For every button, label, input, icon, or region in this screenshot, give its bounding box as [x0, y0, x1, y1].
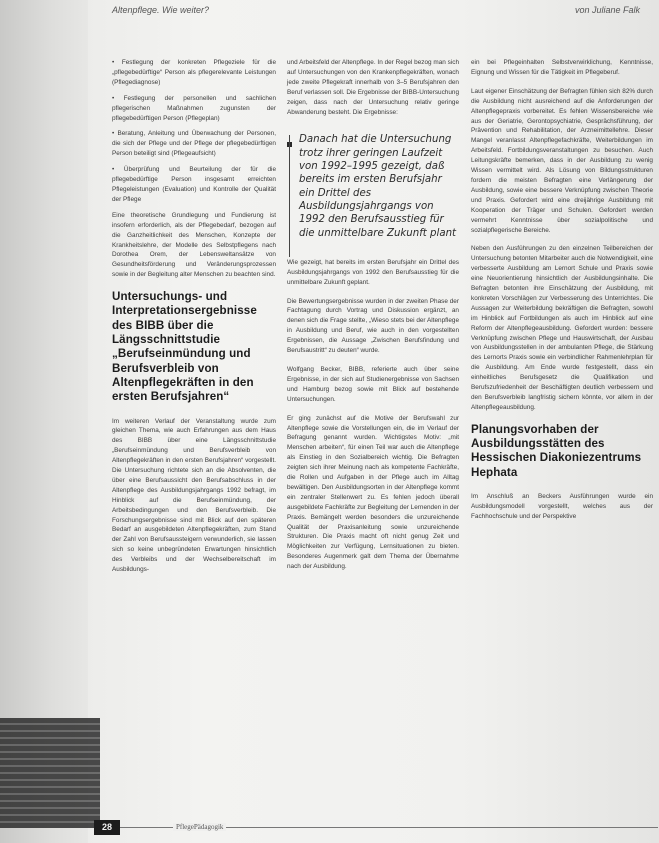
body-paragraph: Eine theoretische Grundlegung und Fundierung ist insofern erforderlich, als der Pflegebedarf, bezogen auf die Ganzheitlichkeit des Menschen, Konzepte der Krankheitslehre, der Modelle des Selbstpflegens nach Dorothea Orem, der Lebensweltansätze von Gesundheitsförderung und Veränderungsprozessen sowie in der Begleitung alter Menschen zu beachten sind.	[112, 211, 276, 279]
running-head-right: von Juliane Falk	[575, 5, 641, 15]
page-edge-dark-band	[0, 718, 100, 828]
pull-quote-rule	[289, 135, 290, 257]
section-heading-bibb-study: Untersuchungs- und Interpretationsergebnisse des BIBB über die Längsschnittstudie „Berufseinmündung und Berufsverbleib von Altenpflegekräften in den ersten Berufsjahren“	[112, 290, 257, 404]
column-1	[112, 58, 276, 584]
body-paragraph: Im weiteren Verlauf der Veranstaltung wurde zum gleichen Thema, wie auch Erfahrungen aus dem Haus des BIBB über eine Längsschnittstudie „Berufseinmündung und Berufsverbleib von Altenpflegekräften in den ersten Berufsjahren“ vorgestellt. Die Untersuchung richtete sich an die Absolventen, die über eine Berufsaussicht den Berufsabschluss in der Altenpflege des Ausbildungsjahrgangs 1992 befragt, im Hinblick auf die Berufseinmündung, der Arbeitsbedingungen und den Berufsverbleib. Die Forschungsergebnisse sind mit Blick auf den späteren Bedarf an ausgebildeten Altenpflegekräften, zum Stand der Zahl von Berufsaussteigern verwunderlich, sie lassen sich so keine unbegründeten Erwartungen hinsichtlich des Verbleibs und der Wechselbereitschaft im Ausbildungs-	[112, 417, 276, 574]
section-heading-hephata: Planungsvorhaben der Ausbildungsstätten des Hessischen Diakoniezentrums Hephata	[471, 422, 642, 479]
page-gutter-shadow	[0, 0, 88, 843]
column-2	[287, 58, 459, 581]
list-item: • Festlegung der konkreten Pflegeziele für die „pflegebedürftige“ Person als pflegerelevante Leistungen (Pflegediagnose)	[112, 59, 276, 86]
list-item: • Überprüfung und Beurteilung der für die pflegebedürftige Person insgesamt erreichten Pflegeleistungen (Evaluation) und Kontrolle der Qualität der Pflege	[112, 166, 276, 203]
body-paragraph: Er ging zunächst auf die Motive der Berufswahl zur Altenpflege sowie die Vorstellungen ein, die im Verlauf der Befragung genannt wurden. Wichtigstes Motiv: „mit Menschen arbeiten“, für einen Teil war auch die Altenpflege als Einstieg in den Sozialbereich wichtig. Die Befragten zeigten sich ihrer Meinung nach als kompetente Fachkräfte, die Rollen und Aufgaben in der Pflege auch im Alltag bewältigen. Den Ausbildungsorten in der Altenpflege kommt ein zentraler Stellenwert zu. Es fehlen jedoch überall ausgebildete Fachkräfte zur Begleitung der Lernenden in der Praxis. Bemängelt werden besonders die unzureichende Qualität der Praxisanleitung sowie unzureichende Strukturen. Die Praxis macht oft nicht genug Zeit und Möglichkeiten zur Verfügung, Lernsituationen zu bieten. Besonderes Augenmerk galt dem Thema der Übernahme nach der Ausbildung.	[287, 414, 459, 571]
pull-quote	[287, 133, 459, 239]
page-number: 28	[94, 820, 120, 835]
body-paragraph: Wolfgang Becker, BIBB, referierte auch über seine Ergebnisse, in der sich auf Studienergebnisse von Sachsen und Hamburg bezog sowie mit Blick auf bestehende Untersuchungen.	[287, 365, 459, 403]
body-paragraph: Laut eigener Einschätzung der Befragten fühlen sich 82% durch die Ausbildung nicht ausreichend auf die Anforderungen der Altenpflegepraxis vorbereitet. Es fehlen Wissensbereiche wie aus der Geriatrie, Gerontopsychiatrie, Gesprächsführung, der Prävention und Rehabilitation, der Arzneimittellehre. Dieser Mangel veranlasst Altenpflegefachkräfte, Weiterbildungen im Arbeitsfeld. Fortbildungsveranstaltungen zu besuchen. Auch Leitungskräfte bemerken, dass in der Ausbildung zu wenig Wissen vermittelt wird. Als Lösung von Bildungsstrukturen fordern die meisten Befragten eine Verlängerung der Ausbildung, sowie eine bessere Verknüpfung zwischen Theorie und Praxis. Gefordert wird eine dreijährige Ausbildung mit Kooperation der Träger und Schulen. Gefordert werden vermehrt Kenntnisse über sozialpolitische und sozialpflegerische Bereiche.	[471, 87, 653, 234]
list-item: • Festlegung der personellen und sachlichen pflegerischen Maßnahmen zugunsten der pflegebedürftigen Person (Pflegeplan)	[112, 94, 276, 122]
body-paragraph: Die Bewertungsergebnisse wurden in der zweiten Phase der Fachtagung durch Vortrag und Diskussion ergänzt, an denen sich die Frage stellte, „Wieso stets bei der Altenpflege in Ausbildung und Beruf, wie auch in den vorgestellten Ergebnissen, die Aussage „Zwischen Berufsfindung und Berufsaustritt“ zu deuten“ wurde.	[287, 297, 459, 355]
pull-quote-text: Danach hat die Untersuchung trotz ihrer geringen Laufzeit von 1992–1995 gezeigt, daß bereits im ersten Berufsjahr ein Drittel des Ausbildungsjahrgangs von 1992 den Berufsausstieg für die unmittelbare Zukunft plant	[299, 134, 457, 239]
running-head-left: Altenpflege. Wie weiter?	[112, 5, 209, 15]
list-item: • Beratung, Anleitung und Überwachung der Personen, die sich der Pflege und der Pflege der pflegebedürftigen Person beteiligt sind (Pflegeaufsicht)	[112, 130, 276, 158]
body-paragraph: Wie gezeigt, hat bereits im ersten Berufsjahr ein Drittel des Ausbildungsjahrgangs von 1992 den Berufsausstieg für die unmittelbare Zukunft geplant.	[287, 258, 459, 286]
body-paragraph: und Arbeitsfeld der Altenpflege. In der Regel bezog man sich auf Untersuchungen von den Krankenpflegekräften, wonach jede zweite Pflegekraft innerhalb von 3–5 Berufsjahren den Beruf verlassen soll. Die Ergebnisse der BIBB-Untersuchung zeigen, dass nach der Untersuchung relativ geringe Abwanderung besteht. Die Ergebnisse:	[287, 59, 459, 116]
body-paragraph: Im Anschluß an Beckers Ausführungen wurde ein Ausbildungsmodell vorgestellt, welches aus der Fachhochschule und der Perspektive	[471, 493, 653, 520]
body-paragraph: Neben den Ausführungen zu den einzelnen Teilbereichen der Untersuchung betonten Mitarbeiter auch die Notwendigkeit, eine verbesserte Ausbildung am Lernort Schule und Praxis sowie eine Neuorientierung hinsichtlich der Ausbildungsinhalte. Die Befragten betonten ihre Einschätzung der Ausbildung, mit konkreten Vorschlägen zur Verbesserung des Unterrichtes. Die Aussagen zur Weiterbildung bekräftigen die Befragten, sowohl im Hinblick auf Fortbildungen als auch im Hinblick auf eine Reform der Altenpflegeausbildung. Gefordert wurden: bessere Verknüpfung zwischen Pflege und Hauswirtschaft, der Ausbau von Ausbildungsstellen in der ambulanten Pflege, die Stärkung des Lernorts Praxis sowie ein verbindlicher Rahmenlehrplan für die Ausbildung. Am Ende wurde festgestellt, dass ein einheitliches Berufsgesetz die Qualifikation und Berufszufriedenheit der Beschäftigten deutlich verbessern und den Berufsverbleib langfristig sichern könnte, vor allem in der Altenpflegeausbildung.	[471, 245, 653, 411]
body-paragraph: ein bei Pflegeinhalten Selbstverwirklichung, Kenntnisse, Eignung und Wissen für die Tätigkeit im Pflegeberuf.	[471, 59, 653, 76]
column-3	[471, 58, 653, 531]
footer-brand: PflegePädagogik	[173, 823, 226, 831]
